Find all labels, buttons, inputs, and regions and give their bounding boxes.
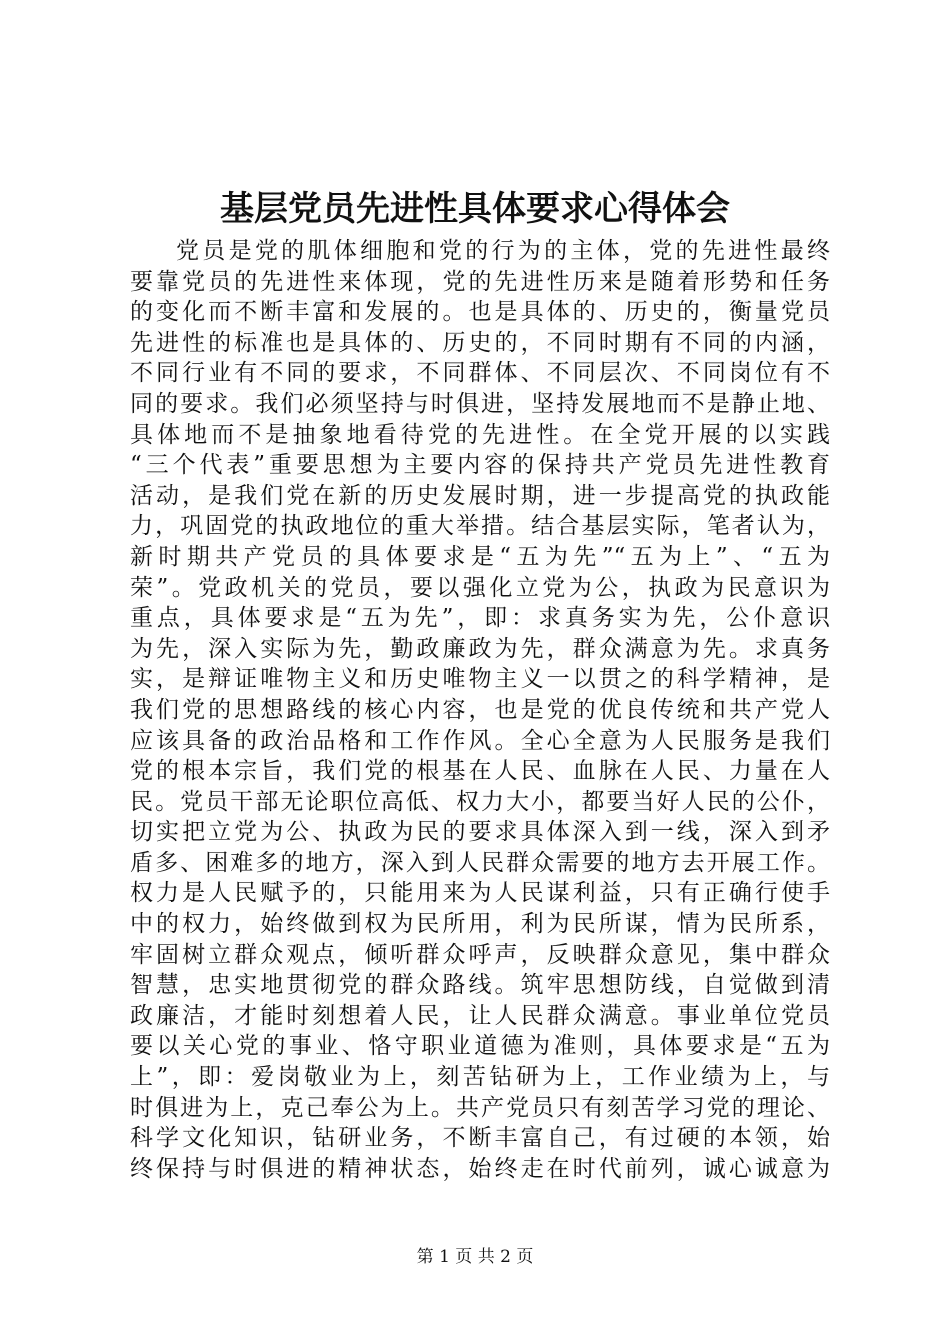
body-line: 中的权力，始终做到权为民所用，利为民所谋，情为民所系， [130,911,830,938]
body-line: 新时期共产党员的具体要求是“五为先”“五为上”、“五为 [130,543,830,570]
body-line: 牢固树立群众观点，倾听群众呼声，反映群众意见，集中群众 [130,941,830,968]
body-line: 切实把立党为公、执政为民的要求具体深入到一线，深入到矛 [130,819,830,846]
body-line: 不同行业有不同的要求，不同群体、不同层次、不同岗位有不 [130,360,830,387]
body-line: 终保持与时俱进的精神状态，始终走在时代前列，诚心诚意为 [130,1155,830,1182]
body-line: 党的根本宗旨，我们党的根基在人民、血脉在人民、力量在人 [130,758,830,785]
body-line: 权力是人民赋予的，只能用来为人民谋利益，只有正确行使手 [130,880,830,907]
body-line: 要以关心党的事业、恪守职业道德为准则，具体要求是“五为 [130,1033,830,1060]
body-line: 具体地而不是抽象地看待党的先进性。在全党开展的以实践 [130,421,830,448]
body-line: 为先，深入实际为先，勤政廉政为先，群众满意为先。求真务 [130,635,830,662]
body-line: 应该具备的政治品格和工作作风。全心全意为人民服务是我们 [130,727,830,754]
body-line: 荣”。党政机关的党员，要以强化立党为公，执政为民意识为 [130,574,830,601]
body-line: 时俱进为上，克己奉公为上。共产党员只有刻苦学习党的理论、 [130,1094,830,1121]
body-line: 先进性的标准也是具体的、历史的，不同时期有不同的内涵， [130,329,830,356]
body-line: 科学文化知识，钻研业务，不断丰富自己，有过硬的本领，始 [130,1125,830,1152]
body-line: 的变化而不断丰富和发展的。也是具体的、历史的，衡量党员 [130,299,830,326]
body-line: 活动，是我们党在新的历史发展时期，进一步提高党的执政能 [130,482,830,509]
body-line: 民。党员干部无论职位高低、权力大小，都要当好人民的公仆， [130,788,830,815]
body-line: 同的要求。我们必须坚持与时俱进，坚持发展地而不是静止地、 [130,390,830,417]
body-line: 智慧，忠实地贯彻党的群众路线。筑牢思想防线，自觉做到清 [130,972,830,999]
body-line: 党员是党的肌体细胞和党的行为的主体，党的先进性最终 [176,238,830,264]
body-line: 重点，具体要求是“五为先”，即：求真务实为先，公仆意识 [130,605,830,632]
body-line: “三个代表”重要思想为主要内容的保持共产党员先进性教育 [130,452,830,479]
document-title: 基层党员先进性具体要求心得体会 [220,189,730,229]
body-line: 盾多、困难多的地方，深入到人民群众需要的地方去开展工作。 [130,849,830,876]
body-line: 实，是辩证唯物主义和历史唯物主义一以贯之的科学精神，是 [130,666,830,693]
page-footer: 第 1 页 共 2 页 [416,1247,534,1267]
document-body [130,236,830,1184]
body-line: 政廉洁，才能时刻想着人民，让人民群众满意。事业单位党员 [130,1002,830,1029]
body-line: 力，巩固党的执政地位的重大举措。结合基层实际，笔者认为， [130,513,830,540]
body-line: 上”，即：爱岗敬业为上，刻苦钻研为上，工作业绩为上，与 [130,1064,830,1091]
body-line: 要靠党员的先进性来体现，党的先进性历来是随着形势和任务 [130,268,830,295]
body-line: 我们党的思想路线的核心内容，也是党的优良传统和共产党人 [130,696,830,723]
